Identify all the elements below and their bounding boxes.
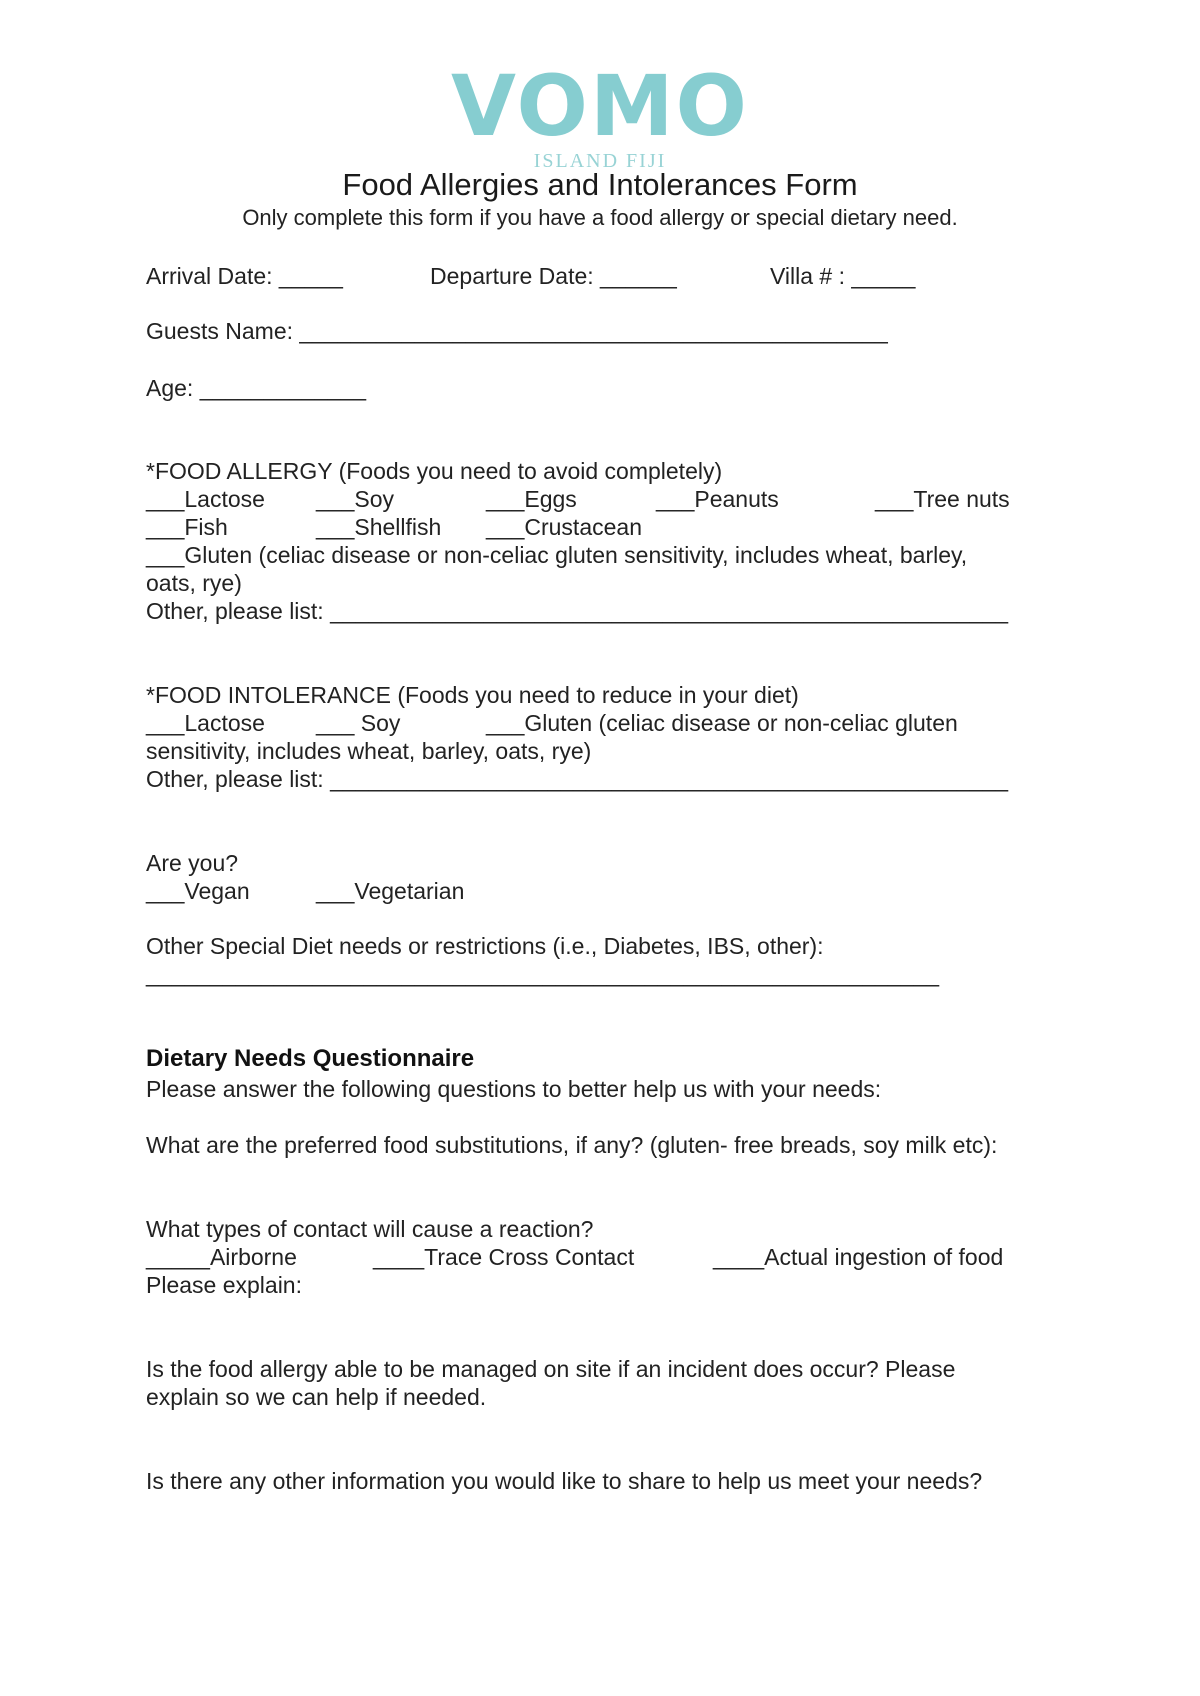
allergy-option-crustacean[interactable]: ___Crustacean	[486, 514, 642, 540]
managed-question-line1: Is the food allergy able to be managed on site if an incident does occur? Please	[146, 1356, 956, 1382]
form-subtitle: Only complete this form if you have a food allergy or special dietary need.	[242, 205, 958, 230]
contact-option-ingestion[interactable]: ____Actual ingestion of food	[713, 1244, 1004, 1270]
contact-explain-label: Please explain:	[146, 1272, 302, 1298]
food-intolerance-heading: *FOOD INTOLERANCE (Foods you need to reduce in your diet)	[146, 682, 799, 708]
allergy-option-tree-nuts[interactable]: ___Tree nuts	[875, 486, 1010, 512]
departure-date-field[interactable]: Departure Date: ______	[430, 263, 677, 289]
allergy-other-field[interactable]: Other, please list: _____________________________________________________	[146, 598, 1009, 624]
logo-wordmark: VOMO	[451, 57, 749, 155]
allergy-option-lactose[interactable]: ___Lactose	[146, 486, 265, 512]
allergy-gluten-continued: oats, rye)	[146, 570, 242, 596]
allergy-option-fish[interactable]: ___Fish	[146, 514, 228, 540]
intolerance-option-gluten[interactable]: ___Gluten (celiac disease or non-celiac gluten	[486, 710, 958, 736]
allergy-option-gluten[interactable]: ___Gluten (celiac disease or non-celiac gluten sensitivity, includes wheat, barley,	[146, 542, 968, 568]
intolerance-other-field[interactable]: Other, please list: _____________________________________________________	[146, 766, 1009, 792]
diet-option-vegan[interactable]: ___Vegan	[146, 878, 250, 904]
contact-option-trace[interactable]: ____Trace Cross Contact	[373, 1244, 635, 1270]
questionnaire-heading: Dietary Needs Questionnaire	[146, 1045, 475, 1072]
intolerance-gluten-continued: sensitivity, includes wheat, barley, oats, rye)	[146, 738, 592, 764]
guest-name-field[interactable]: Guests Name: ______________________________________________	[146, 318, 888, 344]
resort-logo	[0, 57, 1200, 172]
special-diet-field[interactable]: ______________________________________________________________	[146, 961, 940, 987]
intolerance-option-lactose[interactable]: ___Lactose	[146, 710, 265, 736]
allergy-option-peanuts[interactable]: ___Peanuts	[656, 486, 779, 512]
allergy-option-soy[interactable]: ___Soy	[316, 486, 395, 512]
managed-question-line2: explain so we can help if needed.	[146, 1384, 487, 1410]
other-info-question: Is there any other information you would like to share to help us meet your needs?	[146, 1468, 983, 1494]
questionnaire-intro: Please answer the following questions to better help us with your needs:	[146, 1076, 882, 1102]
villa-number-field[interactable]: Villa # : _____	[770, 263, 916, 289]
contact-option-airborne[interactable]: _____Airborne	[146, 1244, 297, 1270]
special-diet-label: Other Special Diet needs or restrictions (i.e., Diabetes, IBS, other):	[146, 933, 824, 959]
allergy-option-eggs[interactable]: ___Eggs	[486, 486, 577, 512]
diet-question: Are you?	[146, 850, 239, 876]
substitutions-question: What are the preferred food substitutions, if any? (gluten- free breads, soy milk etc):	[146, 1132, 998, 1158]
age-field[interactable]: Age: _____________	[146, 375, 366, 401]
contact-question: What types of contact will cause a reaction?	[146, 1216, 594, 1242]
food-allergy-heading: *FOOD ALLERGY (Foods you need to avoid completely)	[146, 458, 723, 484]
form-title: Food Allergies and Intolerances Form	[342, 167, 858, 202]
arrival-date-field[interactable]: Arrival Date: _____	[146, 263, 343, 289]
diet-option-vegetarian[interactable]: ___Vegetarian	[316, 878, 465, 904]
logo-subtitle: ISLAND FIJI	[533, 150, 667, 172]
intolerance-option-soy[interactable]: ___ Soy	[316, 710, 401, 736]
allergy-option-shellfish[interactable]: ___Shellfish	[316, 514, 442, 540]
